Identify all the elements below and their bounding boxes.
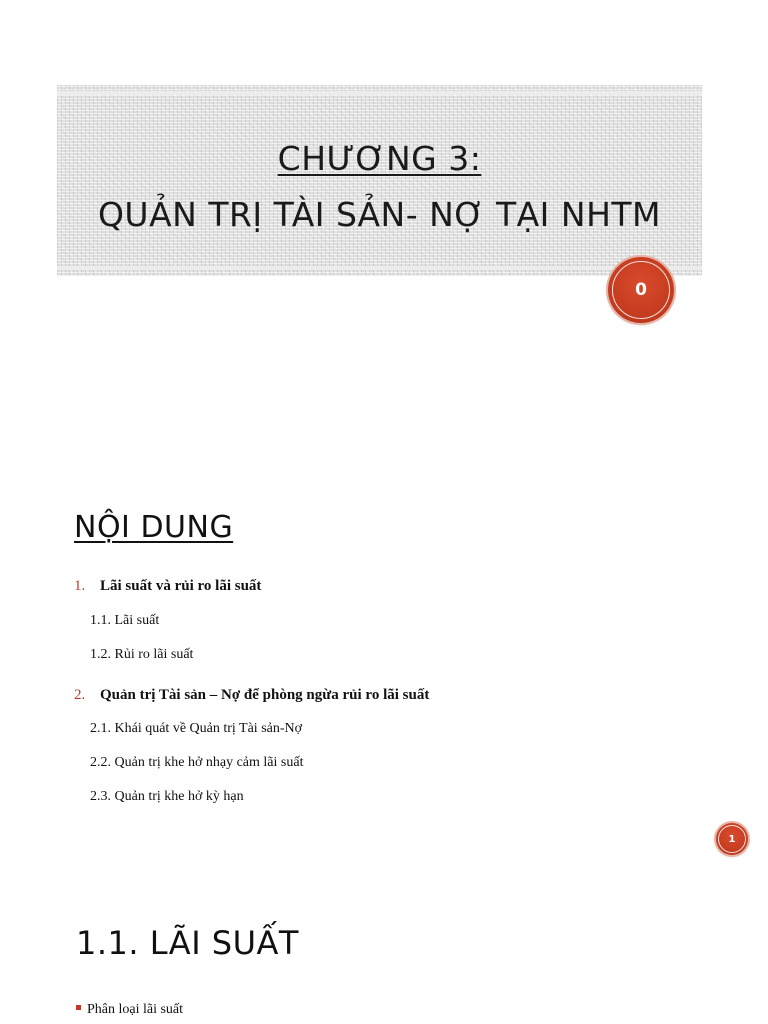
toc-subitem: 2.3. Quản trị khe hở kỳ hạn: [90, 789, 244, 804]
slide-number-badge: [716, 823, 748, 855]
toc-subitem: 1.2. Rủi ro lãi suất: [90, 647, 194, 662]
toc-item-1: [74, 578, 261, 595]
slide-number-badge: [608, 257, 674, 323]
band-bottom-stripe: [57, 266, 702, 270]
toc-item-number: 1.: [74, 578, 86, 594]
bullet-square-icon: [76, 1005, 81, 1010]
toc-item-label: Lãi suất và rủi ro lãi suất: [100, 578, 262, 594]
bullet-item: [76, 1002, 183, 1018]
slide-number: 1: [728, 833, 736, 845]
toc-subitem: 2.1. Khái quát về Quản trị Tài sản-Nợ: [90, 721, 303, 736]
band-top-stripe: [57, 91, 702, 95]
chapter-number-text: CHƯƠNG 3:: [277, 139, 482, 178]
toc-item-label: Quản trị Tài sản – Nợ để phòng ngừa rủi ro lãi suất: [100, 687, 430, 703]
section-heading: 1.1. LÃI SUẤT: [76, 924, 299, 962]
bullet-text: Phân loại lãi suất: [87, 1002, 184, 1017]
toc-item-number: 2.: [74, 687, 86, 703]
chapter-subtitle: QUẢN TRỊ TÀI SẢN- NỢ TẠI NHTM: [97, 195, 662, 234]
contents-heading: NỘI DUNG: [74, 510, 234, 545]
chapter-title: [57, 139, 702, 178]
toc-subitem: 2.2. Quản trị khe hở nhạy cảm lãi suất: [90, 755, 304, 770]
chapter-title-band: [57, 85, 702, 276]
toc-item-2: [74, 687, 429, 704]
toc-subitem: 1.1. Lãi suất: [90, 613, 160, 628]
slide-number: 0: [635, 280, 647, 300]
